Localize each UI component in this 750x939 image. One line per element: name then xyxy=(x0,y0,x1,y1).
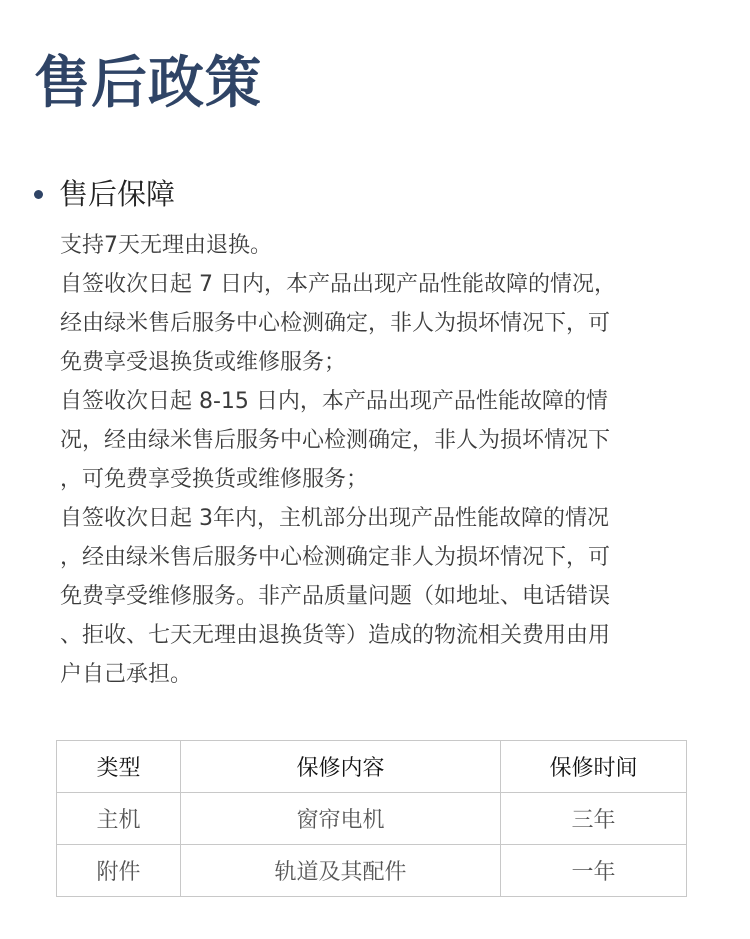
policy-line: 支持7天无理由退换。 xyxy=(60,233,272,258)
header-type: 类型 xyxy=(57,741,181,793)
policy-line: 自签收次日起 8-15 日内，本产品出现产品性能故障的情 xyxy=(60,389,608,414)
policy-line: ，经由绿米售后服务中心检测确定非人为损坏情况下，可 xyxy=(60,545,611,570)
cell-duration: 三年 xyxy=(501,793,687,845)
policy-line: 自签收次日起 7 日内，本产品出现产品性能故障的情况， xyxy=(60,272,616,297)
cell-content: 轨道及其配件 xyxy=(181,845,501,897)
policy-line: 免费享受维修服务。非产品质量问题（如地址、电话错误 xyxy=(60,584,611,609)
policy-text xyxy=(60,226,725,694)
cell-type: 主机 xyxy=(57,793,181,845)
policy-line: 经由绿米售后服务中心检测确定，非人为损坏情况下，可 xyxy=(60,311,611,336)
section-heading-text: 售后保障 xyxy=(59,177,176,211)
policy-line: 免费享受退换货或维修服务； xyxy=(60,350,347,375)
policy-line: 况，经由绿米售后服务中心检测确定，非人为损坏情况下 xyxy=(60,428,611,453)
table-row xyxy=(57,793,687,845)
section-heading xyxy=(34,172,175,216)
header-content: 保修内容 xyxy=(181,741,501,793)
policy-line: ，可免费享受换货或维修服务； xyxy=(60,467,369,492)
policy-line: 户自己承担。 xyxy=(60,662,193,687)
table-row xyxy=(57,845,687,897)
cell-content: 窗帘电机 xyxy=(181,793,501,845)
page-title: 售后政策 xyxy=(34,51,262,116)
header-duration: 保修时间 xyxy=(501,741,687,793)
cell-duration: 一年 xyxy=(501,845,687,897)
policy-line: 、拒收、七天无理由退换货等）造成的物流相关费用由用 xyxy=(60,623,611,648)
bullet-dot-icon xyxy=(34,190,43,199)
cell-type: 附件 xyxy=(57,845,181,897)
policy-line: 自签收次日起 3年内，主机部分出现产品性能故障的情况 xyxy=(60,506,609,531)
table-header-row xyxy=(57,741,687,793)
warranty-table xyxy=(56,740,687,897)
